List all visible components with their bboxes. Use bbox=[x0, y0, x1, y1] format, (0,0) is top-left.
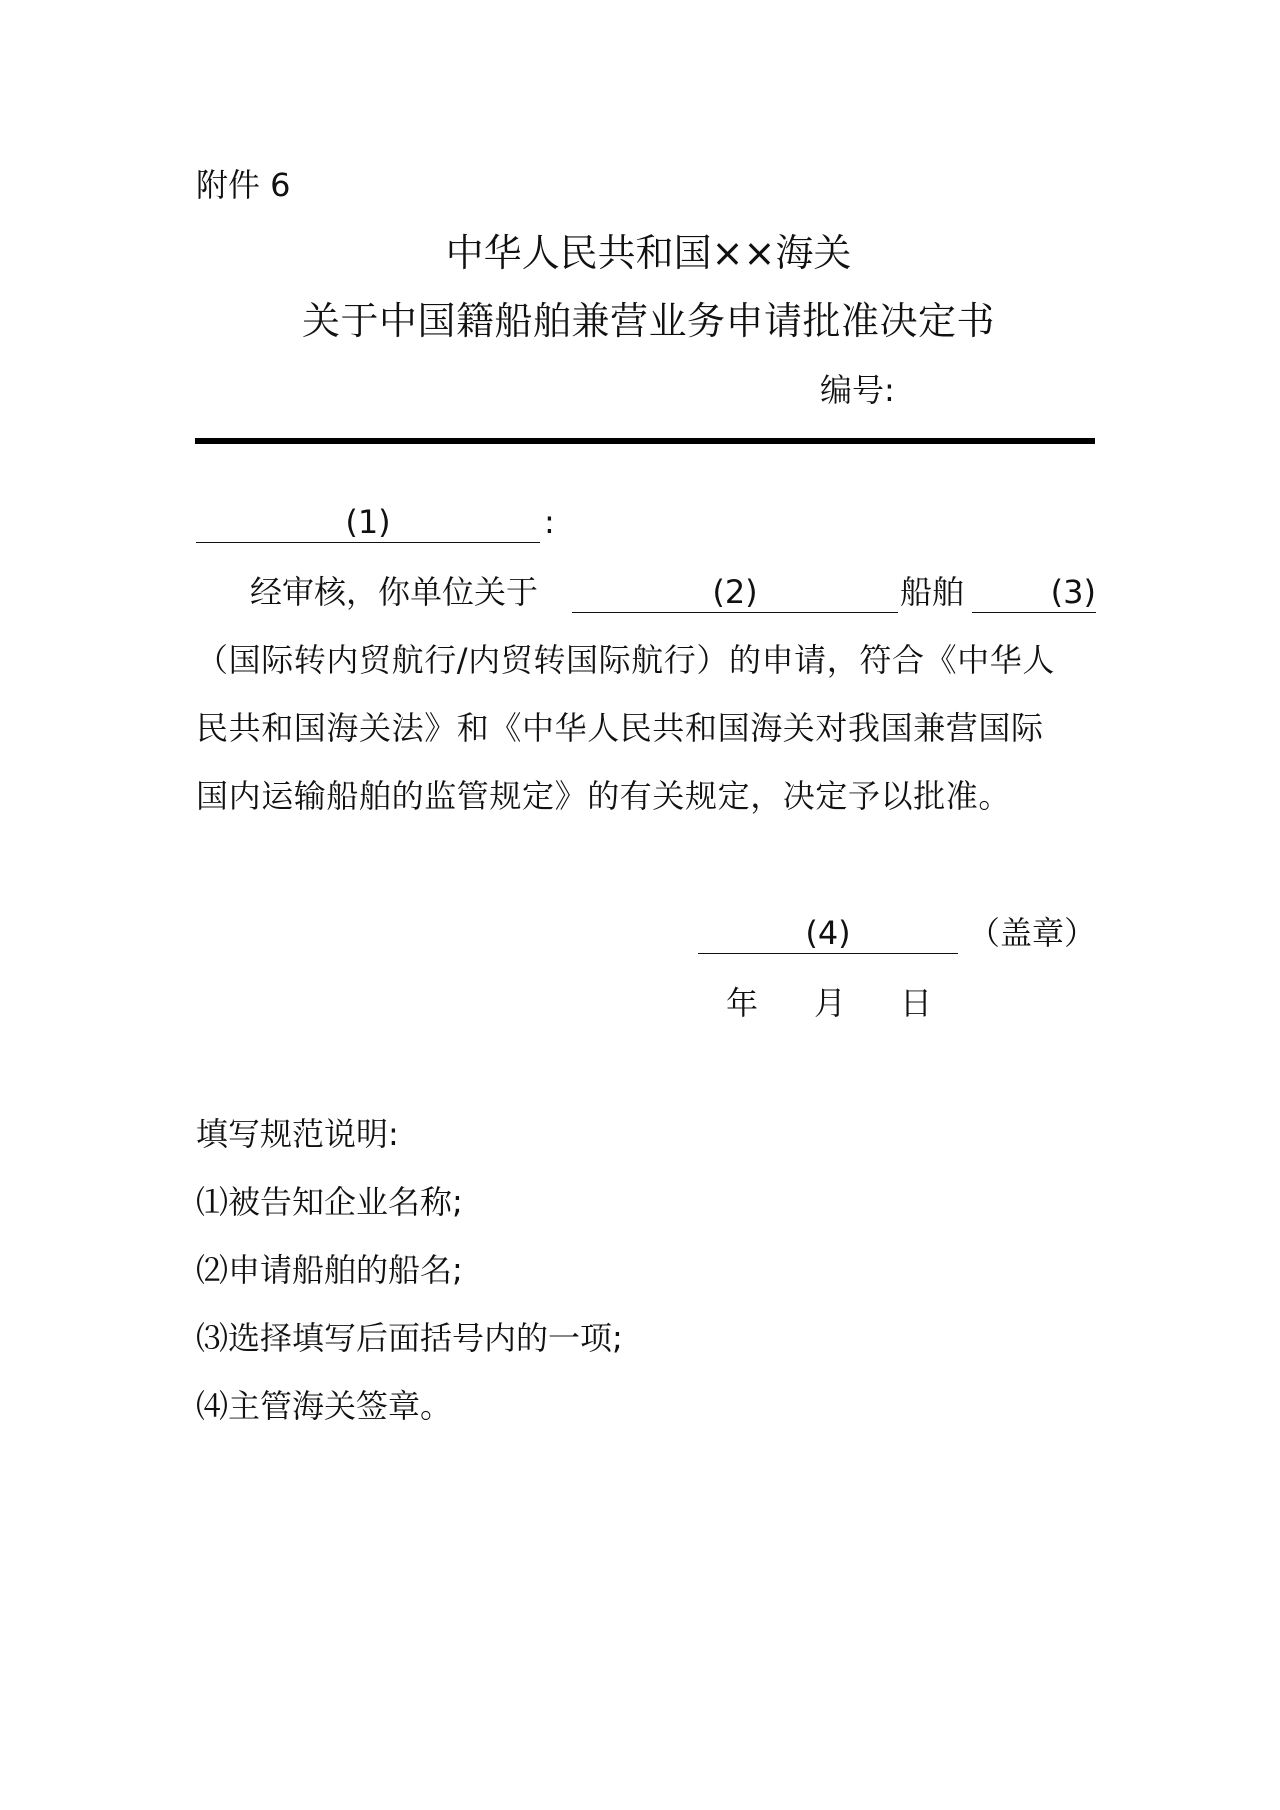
route-choice-blank bbox=[972, 572, 1096, 613]
document-title-line2: 关于中国籍船舶兼营业务申请批准决定书 bbox=[301, 299, 995, 343]
body-line2: （国际转内贸航行/内贸转国际航行）的申请，符合《中华人 bbox=[196, 641, 1055, 679]
body-line4: 国内运输船舶的监管规定》的有关规定，决定予以批准。 bbox=[196, 777, 1012, 815]
body-line1-prefix: 经审核，你单位关于 bbox=[250, 573, 539, 611]
date-month: 月 bbox=[814, 984, 847, 1022]
customs-seal-blank-marker: (4) bbox=[805, 914, 851, 952]
ship-name-blank bbox=[572, 572, 898, 613]
body-line3: 民共和国海关法》和《中华人民共和国海关对我国兼营国际 bbox=[196, 709, 1044, 747]
instructions-heading: 填写规范说明: bbox=[196, 1115, 399, 1153]
header-divider bbox=[195, 438, 1095, 444]
ship-name-blank-marker: (2) bbox=[712, 573, 758, 611]
instruction-item: ⑵申请船舶的船名; bbox=[196, 1251, 463, 1289]
body-line1-ship: 船舶 bbox=[900, 573, 965, 611]
document-title-line1: 中华人民共和国××海关 bbox=[445, 231, 852, 275]
addressee-colon: : bbox=[544, 503, 555, 541]
date-day: 日 bbox=[900, 984, 933, 1022]
instruction-item: ⑴被告知企业名称; bbox=[196, 1183, 463, 1221]
instruction-item: ⑷主管海关签章。 bbox=[196, 1387, 453, 1425]
instruction-item: ⑶选择填写后面括号内的一项; bbox=[196, 1319, 623, 1357]
addressee-blank-marker: (1) bbox=[345, 503, 391, 541]
date-year: 年 bbox=[726, 984, 759, 1022]
serial-number-label: 编号: bbox=[820, 371, 895, 409]
seal-label: （盖章） bbox=[968, 914, 1097, 952]
route-choice-blank-marker: (3) bbox=[1050, 573, 1096, 611]
addressee-blank bbox=[196, 502, 540, 543]
annex-label: 附件 6 bbox=[196, 166, 291, 204]
customs-seal-blank bbox=[698, 913, 958, 954]
